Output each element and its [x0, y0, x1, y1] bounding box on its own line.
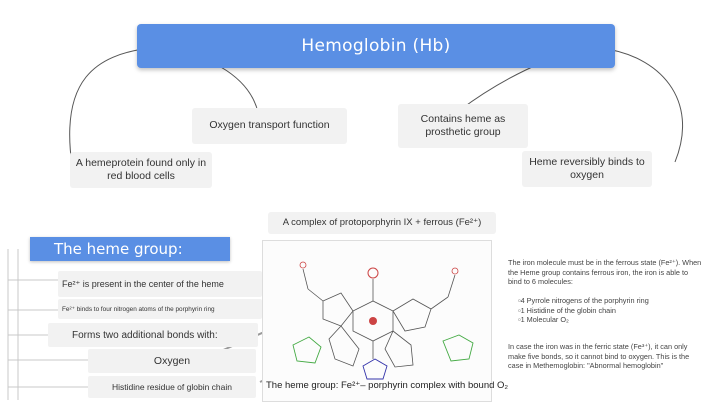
right-panel-intro-text: The iron molecule must be in the ferrous state (Fe²⁺). When the Heme group contains ferrous iron, the iron is able to bind to 6 molecules: [508, 258, 702, 287]
heme-group-title-text: The heme group: [54, 240, 183, 258]
heme-item-histidine [88, 376, 256, 398]
figure-caption-text: The heme group: Fe²⁺– porphyrin complex with bound O₂ [266, 380, 509, 391]
right-panel-outro-text: In case the iron was in the ferric state (Fe³⁺), it can only make five bonds, so it cannot bind to oxygen. This is the case in Methemoglobin: "Abnormal hemoglobin" [508, 342, 690, 371]
node-contains-heme-label: Contains heme as prosthetic group [420, 112, 506, 138]
node-reversibly-binds-label: Heme reversibly binds to oxygen [529, 155, 645, 181]
heme-item-oxygen-label: Oxygen [153, 355, 191, 367]
right-panel-intro [508, 258, 702, 287]
heme-structure-drawing [263, 241, 491, 401]
right-panel-bullets [508, 296, 702, 325]
heme-item-center-label: Fe²⁺ is present in the center of the heme [62, 278, 224, 289]
main-title-text: Hemoglobin (Hb) [301, 36, 451, 56]
main-title [137, 24, 615, 68]
node-oxygen-transport [192, 108, 347, 144]
bullet-item: ▫ 1 Histidine of the globin chain [518, 306, 702, 316]
heme-item-nitrogen [58, 299, 262, 319]
heme-item-center [58, 271, 262, 297]
heme-item-two-bonds-label: Forms two additional bonds with: [72, 329, 218, 341]
node-contains-heme [398, 104, 528, 148]
bullet-item: ▫ 4 Pyrrole nitrogens of the porphyrin ring [518, 296, 702, 306]
node-complex-label: A complex of protoporphyrin IX + ferrous (Fe²⁺) [282, 217, 482, 229]
figure-caption [266, 380, 508, 391]
node-hemeprotein-label: A hemeprotein found only in red blood cells [75, 156, 207, 182]
heme-structure-figure [262, 240, 492, 402]
bullet-item: ▫ 1 Molecular O₂ [518, 315, 702, 325]
node-hemeprotein [70, 152, 212, 188]
node-reversibly-binds [522, 151, 652, 187]
heme-item-two-bonds [48, 323, 258, 347]
heme-group-title [30, 237, 230, 261]
node-complex [268, 212, 496, 234]
node-oxygen-transport-label: Oxygen transport function [209, 119, 330, 132]
heme-item-nitrogen-label: Fe²⁺ binds to four nitrogen atoms of the porphyrin ring [62, 306, 215, 313]
right-panel-outro [508, 342, 702, 371]
heme-item-oxygen [88, 349, 256, 373]
heme-item-histidine-label: Histidine residue of globin chain [111, 382, 233, 392]
